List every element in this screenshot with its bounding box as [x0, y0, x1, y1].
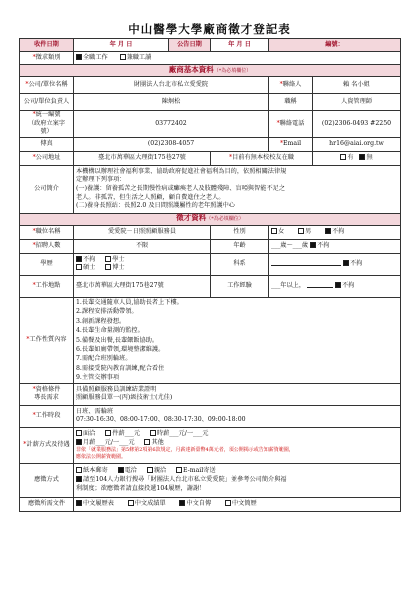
docs-transcript-checkbox[interactable]: [128, 500, 134, 506]
content-line: 5.備餐及出餐,長輩餵飯協助。: [76, 336, 159, 344]
content-text: [74, 297, 401, 383]
count-row: [20, 239, 401, 253]
contact-value: 賴 名小姐: [313, 77, 401, 94]
gender-female-label: 女: [278, 227, 285, 235]
alumni-options: [313, 151, 401, 165]
owner-label: 公司/單位負責人: [20, 94, 74, 111]
qual-label-line1: 資格條件: [35, 385, 61, 393]
apply-104-line2: 利制度；欲應徵者請直接投遞104履歷，謝謝！: [76, 484, 206, 492]
salary-label: *計薪方式及待遇: [20, 427, 74, 463]
qual-line: 照顧服務員單一(丙)級技術士(尤佳): [76, 394, 173, 402]
edu-any-checkbox[interactable]: [76, 256, 82, 262]
qual-row: [20, 383, 401, 405]
job-section-title: 徵才資料: [176, 213, 207, 223]
docs-resume-label: 中文履歷表: [83, 499, 114, 507]
salary-note-line1: 非依「就業服務法」第5條第2項第6款規定，月薪達新臺幣4萬元者，須公開揭示或告知薪資範圍，: [76, 447, 294, 454]
gender-any-checkbox[interactable]: [325, 228, 331, 234]
received-date-value: 年 月 日: [74, 39, 169, 52]
salary-hourly-label: 時薪___元/一___元: [156, 430, 209, 438]
salary-other-label: 其他: [151, 438, 164, 446]
location-label: *工作地點: [20, 275, 74, 297]
email-label: *Email: [269, 137, 313, 151]
registration-form: [19, 20, 400, 512]
salary-note-line2: 應依法公開薪資範圍。: [76, 453, 127, 460]
gender-any-label: 不拘: [331, 227, 345, 235]
fulltime-label: 全職工作: [83, 53, 108, 61]
intro-line: 老人。非孤苦，但生活之人照顧，顧自費進住之老人。: [76, 193, 225, 201]
recruit-type-label-text: 徵求類別: [35, 53, 61, 61]
phone-label-text: 聯絡電話: [279, 119, 305, 127]
phone-label: *聯絡電話: [269, 111, 313, 138]
edu-master-checkbox[interactable]: [76, 264, 82, 270]
apply-visit-checkbox[interactable]: [147, 467, 153, 473]
job-section-header: [20, 213, 401, 225]
job-name-value: 愛愛院－日照照顧服務員: [74, 225, 211, 239]
company-section-header: [20, 65, 401, 77]
salary-negotiable-checkbox[interactable]: [76, 430, 82, 436]
apply-mail-checkbox[interactable]: [76, 467, 82, 473]
salary-other-checkbox[interactable]: [144, 439, 150, 445]
apply-phone-checkbox[interactable]: [118, 467, 124, 473]
edu-phd-label: 博士: [112, 264, 125, 272]
age-any-checkbox[interactable]: [310, 242, 316, 248]
fax-value: (02)2308-4057: [74, 137, 269, 151]
hours-line: 日班、需輪班: [76, 407, 114, 415]
apply-email-label: E-mail寄送: [183, 467, 216, 475]
fax-label: 傳真: [20, 137, 74, 151]
job-section-row: [20, 213, 401, 225]
exp-any-checkbox[interactable]: [335, 282, 341, 288]
dept-label: 科系: [211, 253, 269, 275]
org-name-label: *公司/單位名稱: [20, 77, 74, 94]
intro-row: [20, 165, 401, 213]
count-value: 不限: [74, 239, 211, 253]
company-section-row: [20, 65, 401, 77]
intro-line: (一)養護：留養孤苦之長期慢性病或癱瘓老人及肢體殘障、盲啞與智能不足之: [76, 184, 286, 192]
age-options: [269, 239, 401, 253]
fax-row: [20, 137, 401, 151]
apply-row: [20, 463, 401, 497]
age-label: 年齡: [211, 239, 269, 253]
edu-phd-checkbox[interactable]: [105, 264, 111, 270]
exp-years-text: ___年以上，: [271, 282, 306, 290]
intro-text: [74, 165, 401, 213]
alumni-yes-label: 有: [347, 153, 354, 161]
org-row: [20, 77, 401, 94]
intro-label: 公司簡介: [20, 165, 74, 213]
alumni-label: *目前有無本校校友在職: [211, 151, 313, 165]
address-label-text: 公司地址: [35, 153, 61, 161]
docs-resume-checkbox[interactable]: [76, 500, 82, 506]
dept-input-line[interactable]: [271, 259, 341, 266]
apply-mail-label: 紙本郵寄: [83, 467, 108, 475]
salary-options: [74, 427, 401, 463]
apply-options: [74, 463, 401, 497]
qual-label-line2: 專長需求: [34, 394, 59, 402]
phone-value: (02)2306-0493 #2250: [313, 111, 401, 138]
intro-line: 本機構以辦理社會福利事業、協助政府促進社會福利為目的，依照相關法律規: [76, 167, 287, 175]
hours-label: *工作時段: [20, 405, 74, 427]
content-line: 9.主管交辦事項: [76, 374, 120, 382]
salary-piece-label: 件薪___元: [112, 430, 141, 438]
dept-any-checkbox[interactable]: [343, 260, 349, 266]
qual-text: [74, 383, 401, 405]
exp-input-line[interactable]: [307, 281, 333, 288]
exp-label: 工作經驗: [211, 275, 269, 297]
company-section-title: 廠商基本資料: [168, 64, 214, 74]
content-line: 1.長輩交通隨車人員,協助長者上下樓。: [76, 298, 183, 306]
gender-female-checkbox[interactable]: [271, 228, 277, 234]
dept-options: [269, 253, 401, 275]
docs-autobio-label: 中文自傳: [186, 499, 212, 507]
job-name-row: [20, 225, 401, 239]
announce-date-value: 年 月 日: [211, 39, 269, 52]
gender-male-checkbox[interactable]: [298, 228, 304, 234]
code-label-text: 編號：: [325, 40, 344, 48]
owner-value: 陳炯松: [74, 94, 269, 111]
fulltime-checkbox[interactable]: [76, 54, 82, 60]
address-value: 臺北市萬華區大理街175巷27號: [74, 151, 211, 165]
content-line: 6.長輩如廁帶領,環境整潔維護。: [76, 345, 165, 353]
gender-options: [269, 225, 401, 239]
salary-piece-checkbox[interactable]: [105, 430, 111, 436]
org-name-label-text: 公司/單位名稱: [28, 80, 68, 88]
taxid-label-line2: （政府立案字: [27, 119, 66, 127]
recruit-type-options: [74, 52, 401, 65]
salary-negotiable-label: 面洽: [83, 430, 96, 438]
title-value: 人資管理師: [313, 94, 401, 111]
alumni-label-text: 目前有無本校校友在職: [232, 153, 294, 161]
edu-label: 學歷: [20, 253, 74, 275]
salary-hourly-checkbox[interactable]: [150, 430, 156, 436]
apply-phone-label: 電洽: [124, 467, 137, 475]
apply-visit-label: 親洽: [153, 467, 167, 475]
gender-label: 性別: [211, 225, 269, 239]
company-section-note: （*為必填欄位）: [213, 67, 252, 74]
count-label: *招聘人數: [20, 239, 74, 253]
salary-note: [76, 447, 398, 460]
salary-monthly-checkbox[interactable]: [76, 439, 82, 445]
content-line: 3.創新課程發想。: [76, 317, 126, 325]
count-label-text: 招聘人數: [35, 241, 61, 249]
docs-autobio-checkbox[interactable]: [179, 500, 185, 506]
taxid-label-line3: 號）: [40, 128, 53, 136]
contact-label: *聯絡人: [269, 77, 313, 94]
docs-cv-label: 中文簡歷: [231, 499, 257, 507]
alumni-yes-checkbox[interactable]: [340, 154, 346, 160]
salary-label-text: 計薪方式及待遇: [26, 440, 70, 448]
code-label: [269, 39, 401, 52]
taxid-row: [20, 111, 401, 138]
address-row: [20, 151, 401, 165]
owner-row: [20, 94, 401, 111]
title-label: 職稱: [269, 94, 313, 111]
parttime-checkbox[interactable]: [120, 54, 126, 60]
age-any-label: 不拘: [317, 241, 330, 249]
job-section-note: （*為必填欄位）: [206, 216, 244, 223]
taxid-label-line1: 統一編號: [35, 111, 61, 118]
alumni-no-label: 無: [366, 153, 373, 161]
edu-bachelor-checkbox[interactable]: [105, 256, 111, 262]
email-label-text: Email: [283, 139, 302, 147]
dept-any-label: 不拘: [349, 260, 363, 268]
email-value: hr16@aiai.org.tw: [313, 137, 401, 151]
announce-date-label: 公告日期: [169, 39, 211, 52]
apply-104-checkbox[interactable]: [76, 476, 82, 482]
content-row: [20, 297, 401, 383]
apply-label: 應徵方式: [20, 463, 74, 497]
location-row: [20, 275, 401, 297]
qual-label: *資格條件 專長需求: [20, 383, 74, 405]
job-name-label: *職位名稱: [20, 225, 74, 239]
edu-bachelor-label: 學士: [112, 255, 125, 263]
location-label-text: 工作地點: [35, 281, 61, 289]
header-row: [20, 39, 401, 52]
form-title: 中山醫學大學廠商徵才登記表: [128, 22, 291, 36]
content-line: 2.課程安排活動帶領。: [76, 308, 138, 316]
gender-male-label: 男: [304, 227, 312, 235]
taxid-label: *統一編號 （政府立案字 號）: [20, 111, 74, 138]
age-range-text: ___歲～___歲: [271, 241, 309, 249]
edu-options: [74, 253, 211, 275]
docs-cv-checkbox[interactable]: [225, 500, 231, 506]
apply-104-line1: 請至104人力銀行搜尋「財團法人台北市私立愛愛院」並參考公司簡介與福: [83, 475, 287, 483]
intro-line: (二)養身長照站：長照2.0 及日間照護屬性的老年照護中心: [76, 202, 235, 210]
docs-transcript-label: 中文成績單: [134, 499, 166, 507]
org-name-value: 財團法人台北市私立愛愛院: [74, 77, 269, 94]
edu-master-label: 碩士: [83, 264, 96, 272]
salary-row: [20, 427, 401, 463]
taxid-value: 03772402: [74, 111, 269, 138]
edu-row: [20, 253, 401, 275]
content-line: 8.需接受院內教育訓練,配合看住: [76, 364, 165, 372]
docs-row: [20, 497, 401, 511]
hours-row: [20, 405, 401, 427]
parttime-label: 兼職工讀: [126, 53, 152, 61]
content-label-text: 工作性質內容: [29, 335, 67, 343]
content-line: 4.長輩生命量測的監控。: [76, 327, 144, 335]
docs-label: 應徵所需文件: [20, 497, 74, 511]
edu-any-label: 不拘: [83, 255, 96, 263]
intro-line: 定辦理下列事項：: [76, 176, 126, 184]
address-label: *公司地址: [20, 151, 74, 165]
recruit-type-label: *徵求類別: [20, 52, 74, 65]
job-name-label-text: 職位名稱: [35, 227, 61, 235]
contact-label-text: 聯絡人: [282, 80, 302, 88]
hours-text: [74, 405, 401, 427]
hours-label-text: 工作時段: [35, 411, 61, 419]
qual-line: 具備照顧服務員訓練結業證明: [76, 385, 157, 393]
salary-monthly-label: 月薪___元/一___元: [83, 438, 135, 446]
docs-options: [74, 497, 401, 511]
apply-email-checkbox[interactable]: [176, 467, 182, 473]
hours-line: 07:30-16:30、08:00-17:00、08:30-17:30、09:00-18:00: [76, 416, 246, 424]
content-line: 7.需配合班別輪班。: [76, 355, 132, 363]
form-table: [19, 38, 401, 512]
content-label: *工作性質內容: [20, 297, 74, 383]
recruit-type-row: [20, 52, 401, 65]
alumni-no-checkbox[interactable]: [359, 154, 365, 160]
received-date-label: 收件日期: [20, 39, 74, 52]
exp-options: [269, 275, 401, 297]
exp-any-label: 不拘: [341, 282, 355, 290]
location-value: 臺北市萬華區大理街175巷27號: [74, 275, 211, 297]
